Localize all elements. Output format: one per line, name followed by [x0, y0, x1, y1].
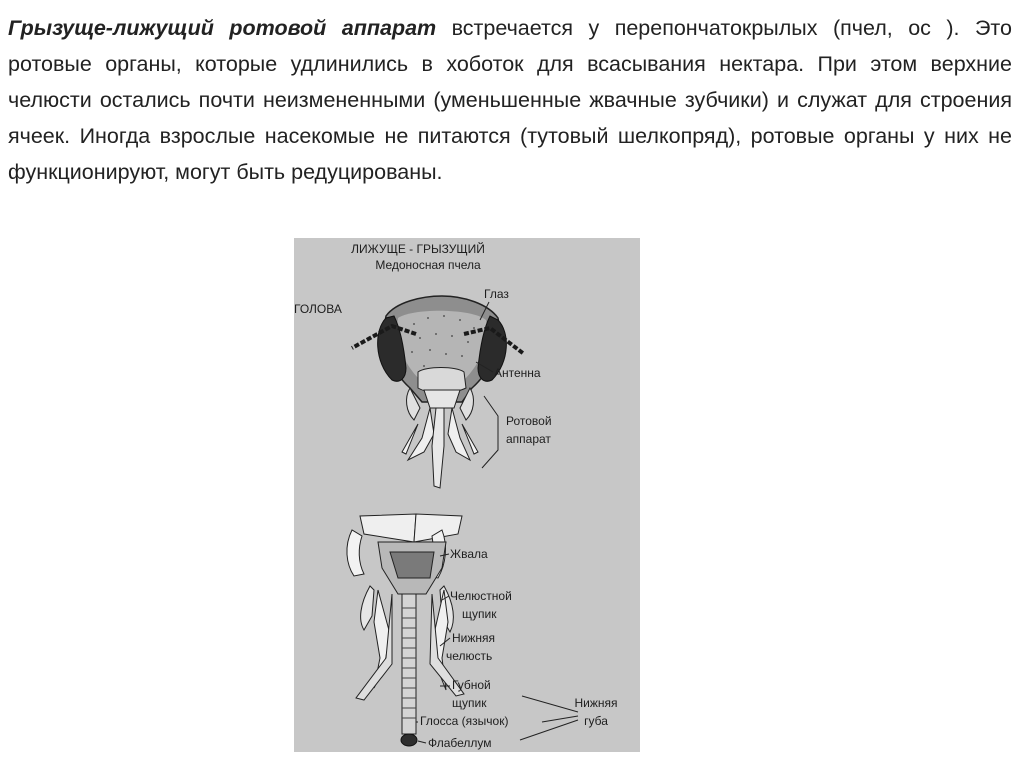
label-mouthparts-line1: Ротовой: [506, 414, 552, 428]
label-eye: Глаз: [484, 287, 509, 301]
label-head: ГОЛОВА: [294, 302, 342, 316]
label-labial-palp-line2: щупик: [452, 696, 487, 710]
mouthparts-detail-drawing: [347, 514, 464, 746]
bee-mouthparts-figure: [294, 238, 640, 752]
label-labium-line1: Нижняя: [574, 696, 618, 710]
label-maxilla-line2: челюсть: [446, 649, 493, 663]
bee-mouthparts-diagram: [294, 238, 640, 752]
label-maxillary-palp-line2: щупик: [462, 607, 497, 621]
bee-head-drawing: [352, 296, 524, 488]
label-maxillary-palp-line1: Челюстной: [450, 589, 512, 603]
label-mouthparts-line2: аппарат: [506, 432, 551, 446]
label-maxilla-line1: Нижняя: [452, 631, 496, 645]
label-labium-line2: губа: [584, 714, 608, 728]
term-heading: Грызуще-лижущий ротовой аппарат: [8, 16, 437, 40]
description-text: встречается у перепончатокрылых (пчел, ос ). Это ротовые органы, которые удлинились в хоботок для всасывания нектара. При этом верхние челюсти остались почти неизмененными (уменьшенные жвачные зубчики) и служат для строения ячеек. Иногда взрослые насекомые не питаются (тутовый шелкопряд), ротовые органы у них не функционируют, могут быть редуцированы.: [8, 16, 1012, 184]
figure-title: ЛИЖУЩЕ - ГРЫЗУЩИЙ: [351, 242, 485, 256]
label-flabellum: Флабеллум: [428, 736, 492, 750]
label-antenna: Антенна: [494, 366, 541, 380]
label-glossa: Глосса (язычок): [420, 714, 509, 728]
label-mandible: Жвала: [450, 547, 488, 561]
figure-subtitle: Медоносная пчела: [375, 258, 481, 272]
description-paragraph: [8, 10, 1012, 190]
label-labial-palp-line1: Губной: [452, 678, 491, 692]
